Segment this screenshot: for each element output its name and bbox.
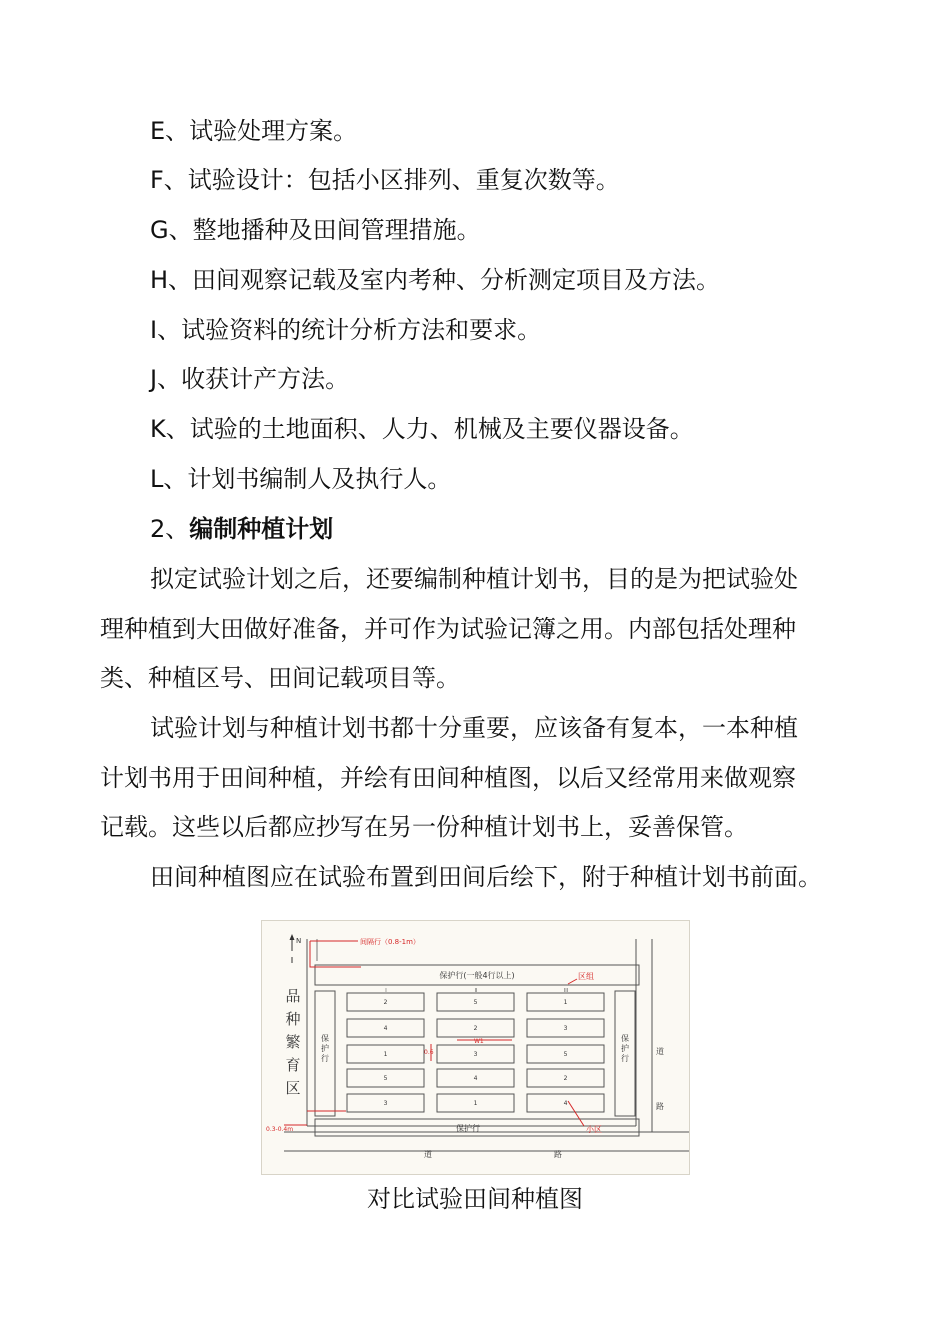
plot-number: 4: [473, 1075, 478, 1082]
paragraph-2-line-3: 记载。这些以后都应抄写在另一份种植计划书上，妥善保管。: [100, 813, 748, 841]
plot-number: 1: [473, 1100, 478, 1107]
plot-number: 3: [383, 1100, 388, 1107]
paragraph-2-line-1: 试验计划与种植计划书都十分重要，应该备有复本，一本种植: [150, 714, 798, 742]
plot-number: 3: [563, 1025, 568, 1032]
bottom-road-char-1: 道: [424, 1150, 432, 1159]
paragraph-1-line-1: 拟定试验计划之后，还要编制种植计划书，目的是为把试验处: [150, 565, 798, 593]
plot-number: 2: [383, 999, 388, 1006]
plot-number: 3: [473, 1051, 478, 1058]
dim-w-label: W1: [474, 1038, 484, 1045]
figure-caption: 对比试验田间种植图: [367, 1185, 583, 1213]
list-item-h: H、田间观察记载及室内考种、分析测定项目及方法。: [150, 266, 721, 294]
side-area-char-4: 育: [285, 1056, 301, 1074]
plot-label: 小区: [586, 1125, 602, 1134]
right-road-char-2: 路: [656, 1102, 664, 1111]
north-label: N: [296, 937, 302, 945]
plot-number: 5: [383, 1075, 388, 1082]
plot-number: 4: [563, 1100, 568, 1107]
list-item-e: E、试验处理方案。: [150, 117, 358, 145]
plot-grid: [347, 993, 604, 1112]
right-guard-char-2: 护: [621, 1044, 629, 1053]
rep-label-1: I: [385, 988, 387, 994]
bottom-road-char-2: 路: [554, 1150, 562, 1159]
section-heading: [150, 514, 333, 544]
block-label: 区组: [578, 972, 594, 981]
north-arrow-icon: [290, 934, 295, 951]
plot-number: 2: [563, 1075, 568, 1082]
rep-label-2: II: [474, 988, 478, 994]
list-item-f: F、试验设计：包括小区排列、重复次数等。: [150, 166, 620, 194]
paragraph-1-line-3: 类、种植区号、田间记载项目等。: [100, 664, 460, 692]
side-area-char-5: 区: [285, 1079, 301, 1097]
list-item-l: L、计划书编制人及执行人。: [150, 465, 452, 493]
right-guard-char-3: 行: [621, 1054, 629, 1063]
section-number: 2、: [150, 515, 190, 543]
field-layout-diagram: [262, 921, 689, 1174]
left-guard-char-3: 行: [321, 1054, 329, 1063]
list-item-i: I、试验资料的统计分析方法和要求。: [150, 316, 542, 344]
plot-number: 4: [383, 1025, 388, 1032]
paragraph-3-line-1: 田间种植图应在试验布置到田间后绘下，附于种植计划书前面。: [150, 863, 822, 891]
list-item-j: J、收获计产方法。: [150, 365, 350, 393]
field-layout-figure: [261, 920, 690, 1175]
plot-number: 1: [563, 999, 568, 1006]
bottom-guard-label: 保护行: [456, 1124, 480, 1133]
left-guard-char-1: 保: [321, 1034, 329, 1043]
dim-h-label: 0.6: [424, 1049, 434, 1056]
rep-label-3: III: [563, 988, 569, 994]
section-title: 编制种植计划: [189, 515, 334, 543]
paragraph-1-line-2: 理种植到大田做好准备，并可作为试验记簿之用。内部包括处理种: [100, 615, 796, 643]
left-guard-char-2: 护: [321, 1044, 329, 1053]
gap-row-label: 间隔行（0.8-1m）: [360, 938, 420, 946]
plot-number: 5: [563, 1051, 568, 1058]
paragraph-2-line-2: 计划书用于田间种植，并绘有田间种植图，以后又经常用来做观察: [100, 764, 796, 792]
top-guard-label: 保护行(一般4行以上): [439, 971, 515, 980]
plot-number: 5: [473, 999, 478, 1006]
side-area-char-1: 品: [285, 987, 301, 1005]
side-area-char-2: 种: [285, 1010, 301, 1028]
plot-number: 1: [383, 1051, 388, 1058]
side-area-char-3: 繁: [285, 1033, 301, 1051]
right-road-char-1: 道: [656, 1047, 664, 1056]
gap-dim-label: 0.3-0.4m: [266, 1126, 294, 1133]
right-guard-char-1: 保: [621, 1034, 629, 1043]
list-item-g: G、整地播种及田间管理措施。: [150, 216, 481, 244]
annotation-lines: [284, 941, 584, 1126]
plot-number: 2: [473, 1025, 478, 1032]
list-item-k: K、试验的土地面积、人力、机械及主要仪器设备。: [150, 415, 694, 443]
